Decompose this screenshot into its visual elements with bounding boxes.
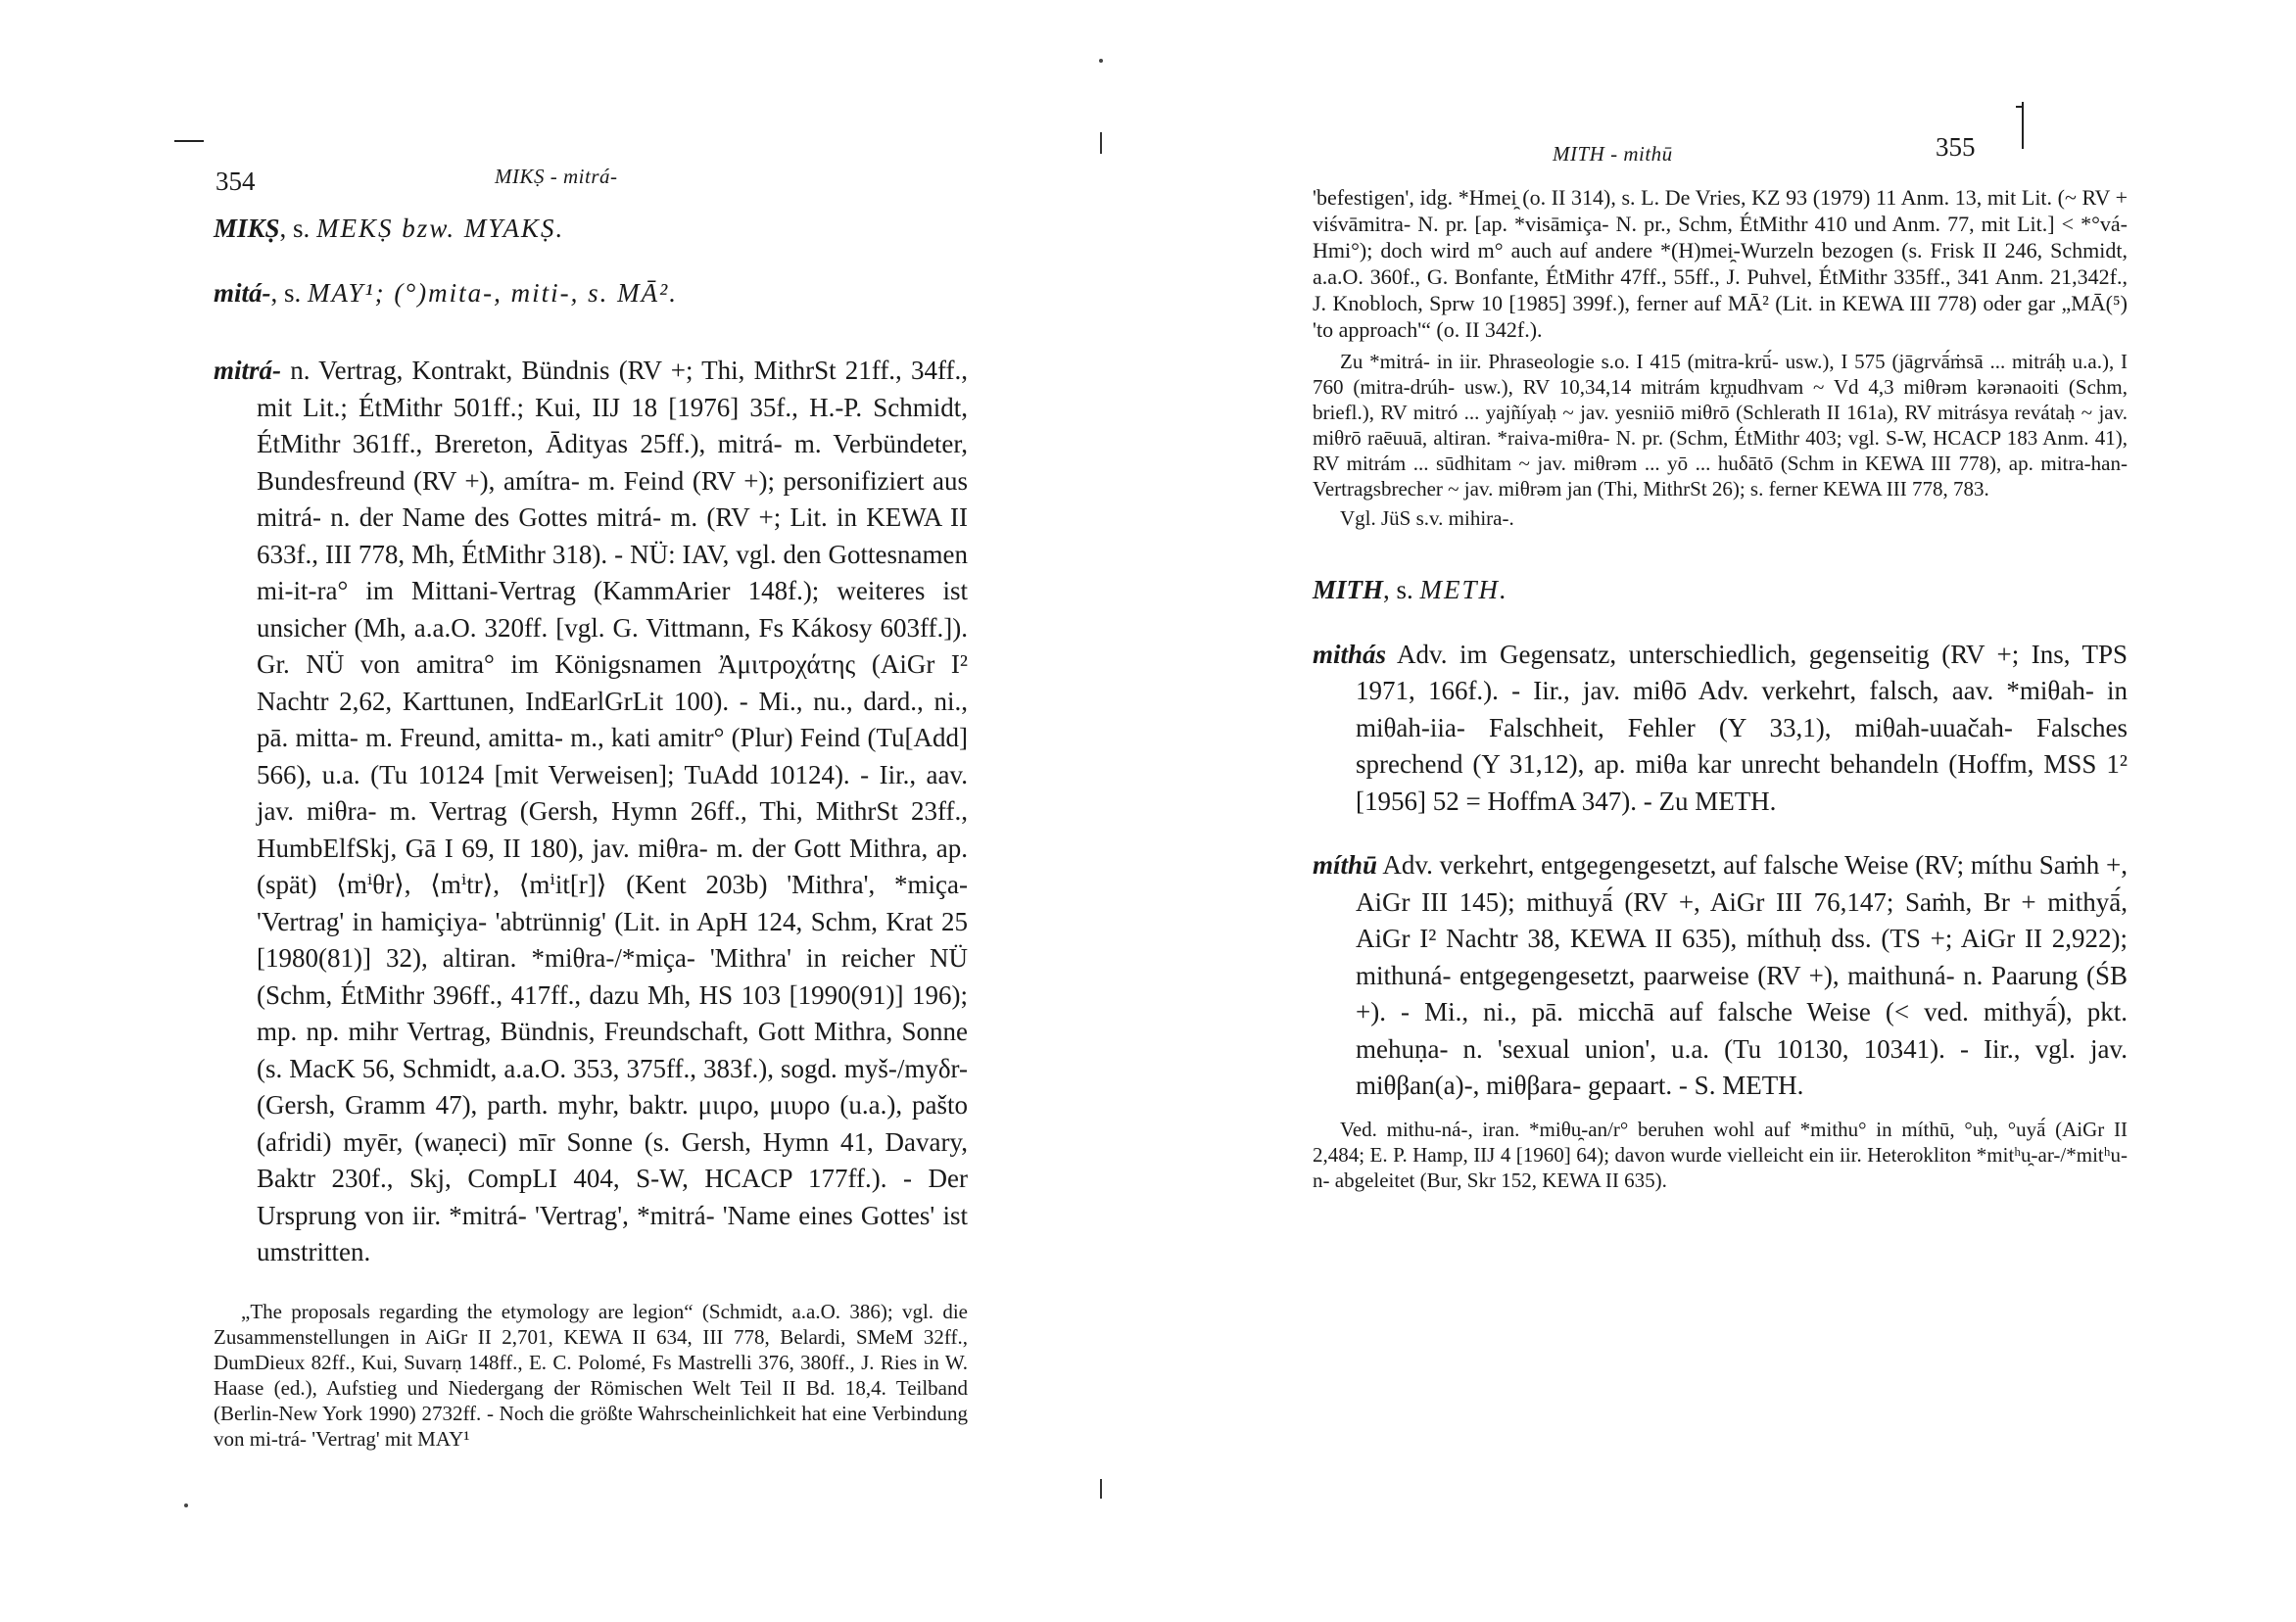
gutter-mark (1100, 1479, 1102, 1499)
lemma-mithu: míthū (1313, 850, 1378, 880)
top-dash (174, 140, 204, 142)
phraseology-note-tail: Vgl. JüS s.v. mihira-. (1340, 506, 1514, 530)
entry-mitra: mitrá- n. Vertrag, Kontrakt, Bündnis (RV +; Thi, MithrSt 21ff., 34ff., mit Lit.; ÉtMithr 501ff.; Kui, IIJ 18 [1976] 35f., H.-P. Schmidt, ÉtMithr 361ff., Brereton, Ādityas 25ff.), mitrá- m. Verbündeter, Bundesfreund (RV +), amítra- m. Feind (RV +); personifiziert aus mitrá- n. der Name des Gottes mitrá- m. (RV +; Lit. in KEWA II 633f., III 778, Mh, ÉtMithr 318). - NÜ: IAV, vgl. den Gottesnamen mi-it-ra° im Mittani-Vertrag (KammArier 148f.); weiteres ist unsicher (Mh, a.a.O. 320ff. [vgl. G. Vittmann, Fs Kákosy 603ff.]). Gr. NÜ von amitra° im Königsnamen Ἀμιτροχάτης (AiGr I² Nachtr 2,62, Karttunen, IndEarlGrLit 100). - Mi., nu., dard., ni., pā. mitta- m. Freund, amitta- m., kati amitr° (Plur) Feind (Tu[Add] 566), u.a. (Tu 10124 [mit Verweisen]; TuAdd 10124). - Iir., aav. jav. miθra- m. Vertrag (Gersh, Hymn 26ff., Thi, MithrSt 23ff., HumbElfSkj, Gā I 69, II 180), jav. miθra- m. der Gott Mithra, ap. (spät) ⟨mⁱθr⟩, ⟨mⁱtr⟩, ⟨mⁱit[r]⟩ (Kent 203b) 'Mithra', *miça- 'Vertrag' in hamiçiya- 'abtrünnig' (Lit. in ApH 124, Schm, Krat 25 [1980(81)] 32), altiran. *miθra-/*miça- 'Mithra' in reicher NÜ (Schm, ÉtMithr 396ff., 417ff., dazu Mh, HS 103 [1990(91)] 196); mp. np. mihr Vertrag, Bündnis, Freundschaft, Gott Mithra, Sonne (s. MacK 56, Schmidt, a.a.O. 353, 375ff., 383f.), sogd. myš-/myδr- (Gersh, Gramm 47), parth. myhr, baktr. μιιρο, μιυρο (u.a.), pašto (afridi) myēr, (waṇeci) mīr Sonne (s. Gersh, Hymn 41, Davary, Baktr 230f., Skj, CompLI 404, S-W, HCACP 177ff.). - Der Ursprung von iir. *mitrá- 'Vertrag', *mitrá- 'Name eines Gottes' ist umstritten. (214, 356, 968, 1266)
left-column (214, 211, 968, 1452)
page-edge-mark (2022, 102, 2024, 149)
gutter-mark (1100, 132, 1102, 154)
left-page (0, 0, 1097, 1622)
page-number-right: 355 (1936, 132, 1976, 162)
right-page (1146, 0, 2296, 1622)
running-head-left: MIKṢ - mitrá- (495, 165, 618, 188)
entry-mita: mitá-, s. MAY¹; (°)mita-, miti-, s. MĀ². (214, 277, 678, 308)
entry-mithas: mithás Adv. im Gegensatz, unterschiedlich, gegenseitig (RV +; Ins, TPS 1971, 166f.). - Iir., jav. miθō Adv. verkehrt, falsch, aav. *miθah- in miθah-iia- Falschheit, Fehler (Y 33,1), miθah-uuačah- Falsches sprechend (Y 31,12), ap. miθa kar unrecht behandeln (Hoffm, MSS 1² [1956] 52 = HoffmA 347). - Zu METH. (1313, 639, 2128, 816)
lemma-mitra: mitrá- (214, 356, 282, 385)
footnote-left: „The proposals regarding the etymology are legion“ (Schmidt, a.a.O. 386); vgl. die Zusammenstellungen in AiGr II 2,701, KEWA II 634, III 778, Belardi, SMeM 32ff., DumDieux 82ff., Kui, Suvarṇ 148ff., E. C. Polomé, Fs Mastrelli 376, 380ff., J. Ries in W. Haase (ed.), Aufstieg und Niedergang der Römischen Welt Teil II Bd. 18,4. Teilband (Berlin-New York 1990) 2732ff. - Noch die größte Wahrscheinlichkeit hat eine Verbindung von mi-trá- 'Vertrag' mit MAY¹ (214, 1299, 968, 1451)
phraseology-note: Zu *mitrá- in iir. Phraseologie s.o. I 415 (mitra-krū́- usw.), I 575 (jāgrvā́ṁsā ... mitráḥ u.a.), I 760 (mitra-drúh- usw.), RV 10,34,14 mitrám kr̥ṇudhvam ~ Vd 4,3 miθrəm kərənaoiti (Schm, briefl.), RV mitró ... yajñíyaḥ ~ jav. yesniiō miθrō (Schlerath II 161a), RV mitrásya revátaḥ ~ jav. miθrō raēuuā, altiran. *raiva-miθra- N. pr. (Schm, ÉtMithr 403; vgl. S-W, HCACP 183 Anm. 41), RV mitrám ... sūdhitam ~ jav. miθrəm ... yō ... huδātō (Schm in KEWA III 778), ap. mitra-han- Vertragsbrecher ~ jav. miθrəm jan (Thi, MithrSt 26); s. ferner KEWA III 778, 783. (1313, 350, 2128, 501)
entry-mith: MITH, s. METH. (1313, 575, 1508, 604)
footnote-right: Ved. mithu-ná-, iran. *miθu̯-an/r° beruhen wohl auf *mithu° in míthū, °uḥ, °uyā́ (AiGr II 2,484; E. P. Hamp, IIJ 4 [1960] 64); davon wurde vielleicht ein iir. Heterokliton *mitʰu̯-ar-/*mitʰu-n- abgeleitet (Bur, Skr 152, KEWA II 635). (1313, 1117, 2128, 1192)
page-edge-tick (2016, 106, 2024, 108)
page-number-left: 354 (215, 167, 256, 196)
lemma-miks: MIKṢ (214, 214, 280, 243)
lemma-mithas: mithás (1313, 639, 1387, 669)
right-column (1313, 184, 2128, 1193)
entry-miks: MIKṢ, s. MEKṢ bzw. MYAKṢ. (214, 214, 565, 243)
scan-dot (1099, 59, 1103, 63)
continuation-text: 'befestigen', idg. *Hmei̯ (o. II 314), s. L. De Vries, KZ 93 (1979) 11 Anm. 13, mit Lit. (~ RV + viśvāmitra- N. pr. [ap. *visāmiça- N. pr., Schm, ÉtMithr 410 und Anm. 77, mit Lit.] < *°vá-Hmi°); doch wird m° auch auf andere *(H)mei̯-Wurzeln bezogen (s. Frisk II 246, Schmidt, a.a.O. 360f., G. Bonfante, ÉtMithr 47ff., 55ff., J. Puhvel, ÉtMithr 335ff., 341 Anm. 21,342f., J. Knobloch, Sprw 10 [1985] 399f.), ferner auf MĀ² (Lit. in KEWA III 778) oder gar „MĀ(⁵) 'to approach'“ (o. II 342f.). (1313, 185, 2128, 342)
running-head-right: MITH - mithū (1553, 142, 1673, 166)
lemma-mith: MITH (1313, 575, 1384, 604)
lemma-mita: mitá- (214, 277, 271, 308)
entry-mithu: míthū Adv. verkehrt, entgegengesetzt, auf falsche Weise (RV; míthu Saṁh +, AiGr III 145); mithuyā́ (RV +, AiGr III 76,147; Saṁh, Br + mithyā́, AiGr I² Nachtr 38, KEWA II 635), míthuḥ dss. (TS +; AiGr II 2,922); mithuná- entgegengesetzt, paarweise (RV +), maithuná- n. Paarung (ŚB +). - Mi., ni., pā. micchā auf falsche Weise (< ved. mithyā́), pkt. mehuṇa- n. 'sexual union', u.a. (Tu 10130, 10341). - Iir., vgl. jav. miθβan(a)-, miθβara- gepaart. - S. METH. (1313, 850, 2128, 1100)
scan-dot (184, 1503, 188, 1507)
